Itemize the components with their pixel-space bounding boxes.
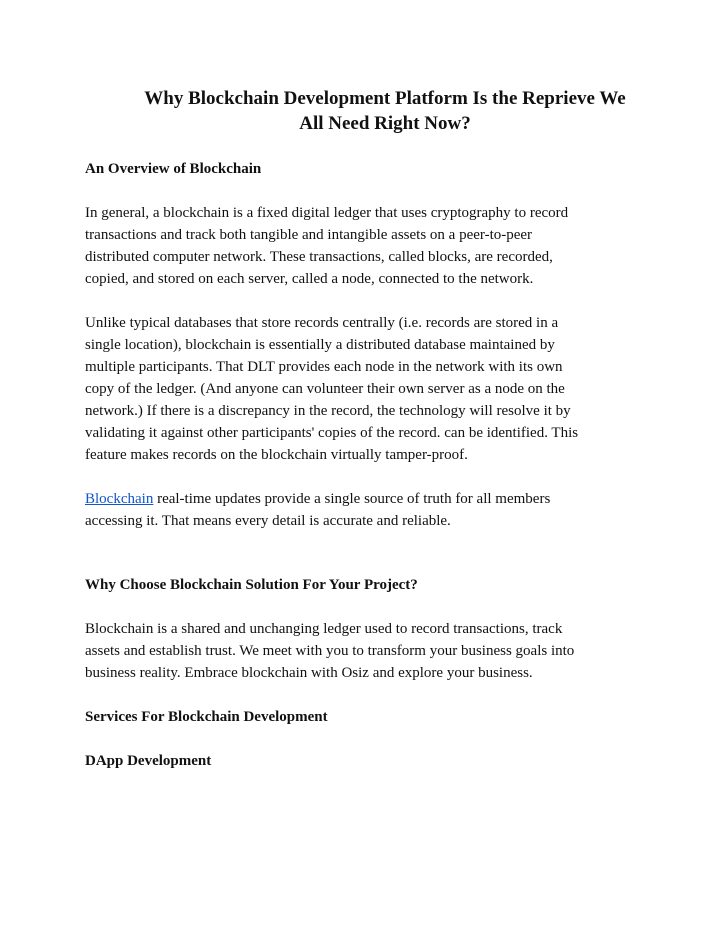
paragraph-line: validating it against other participants' copies of the record. can be identified. This — [85, 425, 579, 441]
section-heading-dapp: DApp Development — [85, 753, 212, 769]
paragraph-line — [85, 488, 645, 510]
paragraph-line: Blockchain is a shared and unchanging ledger used to record transactions, track — [85, 621, 563, 637]
paragraph-line: business reality. Embrace blockchain with Osiz and explore your business. — [85, 665, 533, 681]
paragraph-line: accessing it. That means every detail is accurate and reliable. — [85, 513, 451, 529]
paragraph-overview-1 — [85, 202, 645, 290]
paragraph-overview-3 — [85, 488, 645, 532]
paragraph-line: multiple participants. That DLT provides each node in the network with its own — [85, 359, 563, 375]
section-heading-why-choose: Why Choose Blockchain Solution For Your Project? — [85, 577, 418, 593]
paragraph-why-choose — [85, 618, 645, 684]
paragraph-line: assets and establish trust. We meet with you to transform your business goals into — [85, 643, 575, 659]
paragraph-line: In general, a blockchain is a fixed digital ledger that uses cryptography to record — [85, 205, 569, 221]
paragraph-line: network.) If there is a discrepancy in the record, the technology will resolve it by — [85, 403, 571, 419]
section-heading-overview: An Overview of Blockchain — [85, 161, 262, 177]
paragraph-line: Unlike typical databases that store records centrally (i.e. records are stored in a — [85, 315, 559, 331]
paragraph-line: feature makes records on the blockchain virtually tamper-proof. — [85, 447, 468, 463]
document-title — [105, 86, 665, 136]
document-page — [85, 86, 645, 772]
title-line-2: All Need Right Now? — [299, 113, 471, 134]
paragraph-text: real-time updates provide a single source of truth for all members — [153, 491, 551, 507]
paragraph-line: transactions and track both tangible and intangible assets on a peer-to-peer — [85, 227, 533, 243]
paragraph-line: copied, and stored on each server, called a node, connected to the network. — [85, 271, 534, 287]
section-heading-services: Services For Blockchain Development — [85, 709, 328, 725]
paragraph-line: single location), blockchain is essentially a distributed database maintained by — [85, 337, 555, 353]
paragraph-line: distributed computer network. These transactions, called blocks, are recorded, — [85, 249, 553, 265]
paragraph-line: copy of the ledger. (And anyone can volunteer their own server as a node on the — [85, 381, 565, 397]
blockchain-link[interactable]: Blockchain — [85, 491, 154, 507]
title-line-1: Why Blockchain Development Platform Is the Reprieve We — [144, 88, 626, 109]
paragraph-overview-2 — [85, 312, 645, 466]
